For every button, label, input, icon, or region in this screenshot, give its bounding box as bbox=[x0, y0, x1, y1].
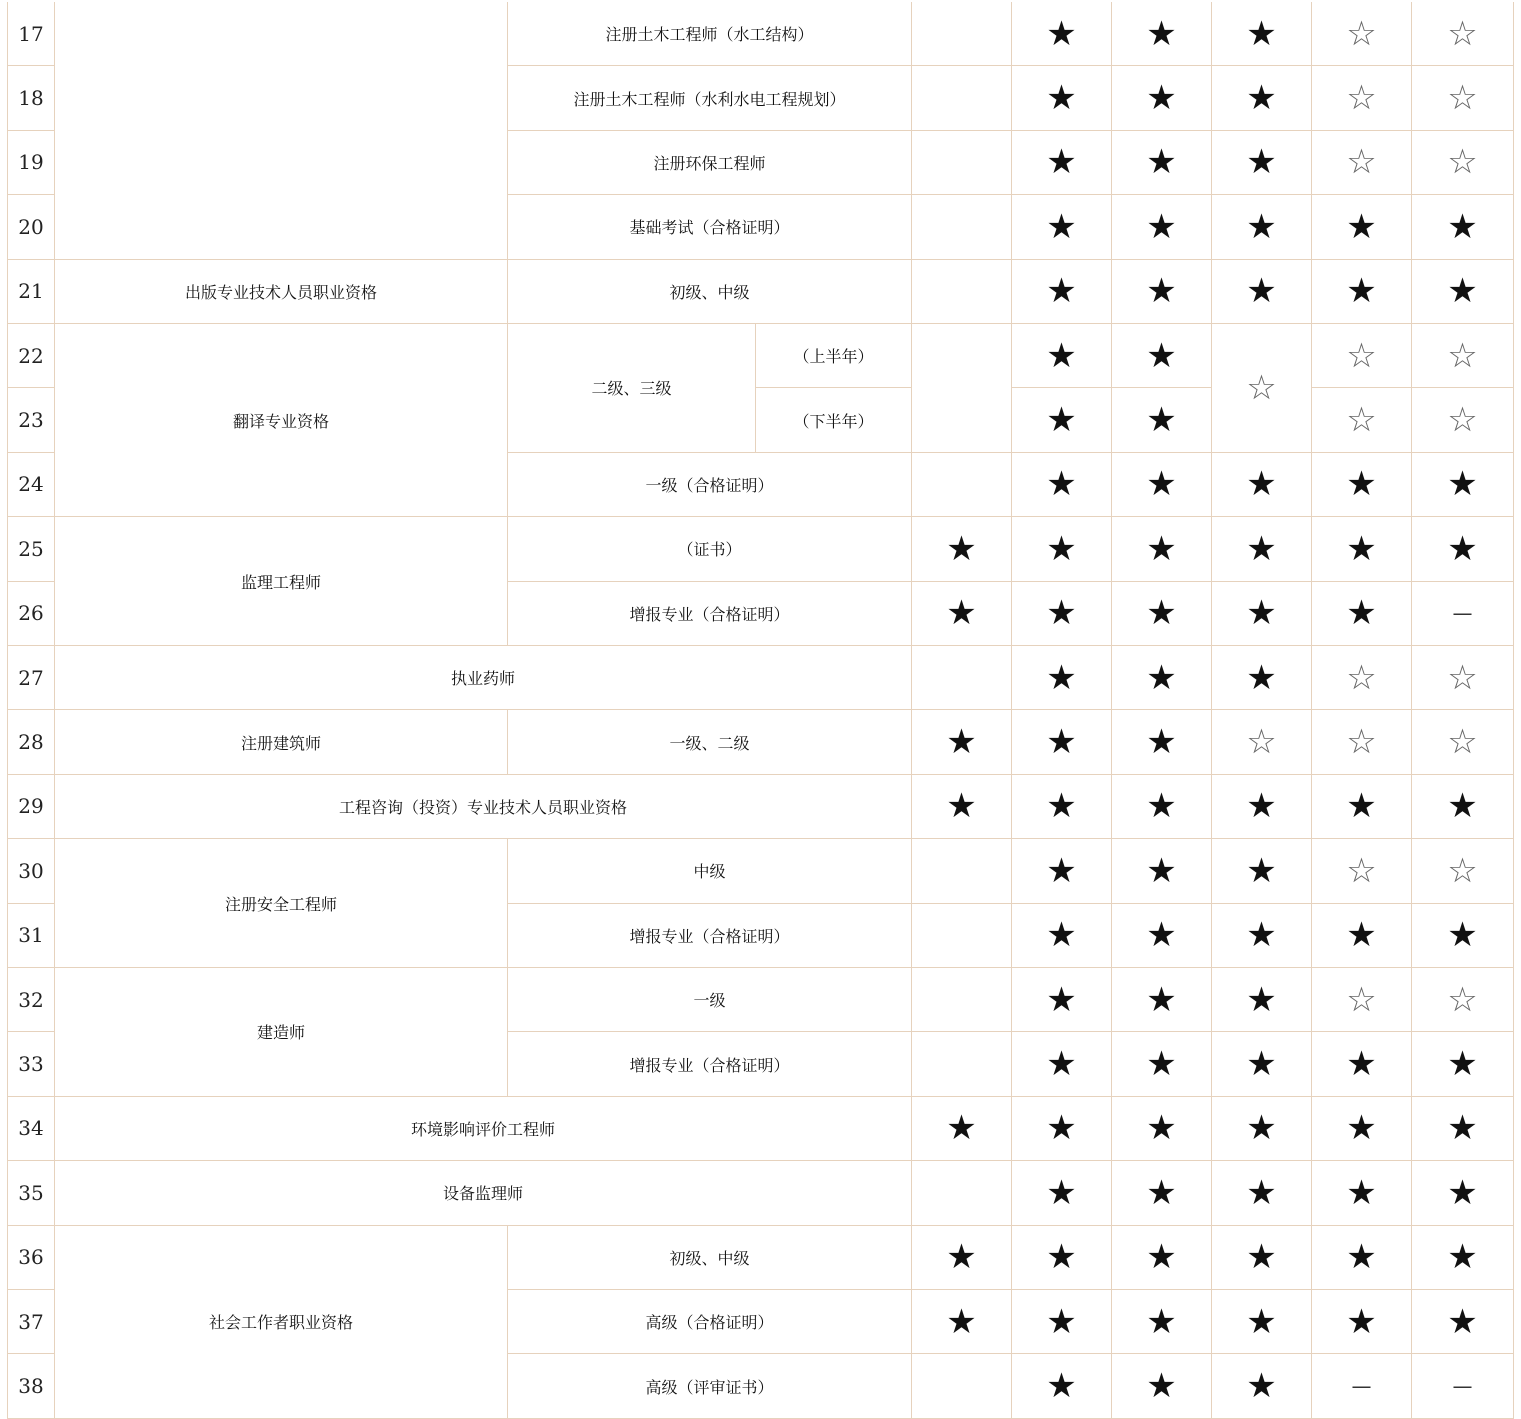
row-number: 18 bbox=[7, 66, 55, 130]
row-number: 30 bbox=[7, 839, 55, 903]
filled-star-icon: ★ bbox=[1212, 839, 1312, 903]
empty-star-icon: ☆ bbox=[1412, 968, 1514, 1032]
filled-star-icon: ★ bbox=[1412, 260, 1514, 324]
sub-item-cell: 增报专业（合格证明） bbox=[508, 1032, 912, 1096]
filled-star-icon: ★ bbox=[912, 1290, 1012, 1354]
empty-star-icon: ☆ bbox=[1412, 2, 1514, 66]
row-number: 29 bbox=[7, 775, 55, 839]
mark-cell bbox=[912, 646, 1012, 710]
row-number: 21 bbox=[7, 260, 55, 324]
filled-star-icon: ★ bbox=[1412, 1226, 1514, 1290]
row-number: 34 bbox=[7, 1097, 55, 1161]
filled-star-icon: ★ bbox=[1112, 195, 1212, 259]
mark-cell bbox=[912, 324, 1012, 453]
empty-star-icon: ☆ bbox=[1412, 646, 1514, 710]
filled-star-icon: ★ bbox=[1212, 2, 1312, 66]
category-cell: 注册建筑师 bbox=[55, 710, 508, 774]
mark-cell bbox=[912, 131, 1012, 195]
filled-star-icon: ★ bbox=[912, 517, 1012, 581]
sub-item-cell: 增报专业（合格证明） bbox=[508, 904, 912, 968]
filled-star-icon: ★ bbox=[1212, 646, 1312, 710]
filled-star-icon: ★ bbox=[1012, 517, 1112, 581]
row-number: 35 bbox=[7, 1161, 55, 1225]
dash-mark: — bbox=[1412, 1354, 1514, 1418]
filled-star-icon: ★ bbox=[1412, 775, 1514, 839]
filled-star-icon: ★ bbox=[1012, 1226, 1112, 1290]
sub-item-cell: 一级、二级 bbox=[508, 710, 912, 774]
filled-star-icon: ★ bbox=[1112, 388, 1212, 452]
empty-star-icon: ☆ bbox=[1412, 324, 1514, 388]
sub-item-cell: （证书） bbox=[508, 517, 912, 581]
filled-star-icon: ★ bbox=[912, 582, 1012, 646]
filled-star-icon: ★ bbox=[1012, 1290, 1112, 1354]
filled-star-icon: ★ bbox=[1012, 131, 1112, 195]
filled-star-icon: ★ bbox=[1112, 2, 1212, 66]
category-cell: 设备监理师 bbox=[55, 1161, 912, 1225]
filled-star-icon: ★ bbox=[1112, 131, 1212, 195]
filled-star-icon: ★ bbox=[1212, 195, 1312, 259]
filled-star-icon: ★ bbox=[1212, 453, 1312, 517]
sub-item-cell: 初级、中级 bbox=[508, 260, 912, 324]
empty-star-icon: ☆ bbox=[1312, 710, 1412, 774]
filled-star-icon: ★ bbox=[1112, 1161, 1212, 1225]
sub-item-cell: 初级、中级 bbox=[508, 1226, 912, 1290]
sub-item-cell: 中级 bbox=[508, 839, 912, 903]
empty-star-icon: ☆ bbox=[1412, 839, 1514, 903]
filled-star-icon: ★ bbox=[1012, 1032, 1112, 1096]
row-number: 19 bbox=[7, 131, 55, 195]
sub-item-cell: 一级 bbox=[508, 968, 912, 1032]
mark-cell bbox=[912, 904, 1012, 968]
filled-star-icon: ★ bbox=[1312, 260, 1412, 324]
filled-star-icon: ★ bbox=[1012, 453, 1112, 517]
filled-star-icon: ★ bbox=[912, 1097, 1012, 1161]
filled-star-icon: ★ bbox=[1112, 839, 1212, 903]
row-number: 22 bbox=[7, 324, 55, 388]
filled-star-icon: ★ bbox=[1012, 324, 1112, 388]
filled-star-icon: ★ bbox=[1212, 260, 1312, 324]
filled-star-icon: ★ bbox=[1412, 904, 1514, 968]
filled-star-icon: ★ bbox=[1012, 710, 1112, 774]
mark-cell bbox=[912, 1032, 1012, 1096]
filled-star-icon: ★ bbox=[1312, 1097, 1412, 1161]
row-number: 31 bbox=[7, 904, 55, 968]
filled-star-icon: ★ bbox=[1212, 1097, 1312, 1161]
filled-star-icon: ★ bbox=[1212, 131, 1312, 195]
filled-star-icon: ★ bbox=[912, 710, 1012, 774]
filled-star-icon: ★ bbox=[1212, 1032, 1312, 1096]
filled-star-icon: ★ bbox=[1312, 1226, 1412, 1290]
category-cell bbox=[55, 2, 508, 260]
filled-star-icon: ★ bbox=[1012, 646, 1112, 710]
filled-star-icon: ★ bbox=[1212, 904, 1312, 968]
mark-cell bbox=[912, 1354, 1012, 1418]
filled-star-icon: ★ bbox=[1212, 66, 1312, 130]
filled-star-icon: ★ bbox=[1012, 2, 1112, 66]
filled-star-icon: ★ bbox=[1012, 839, 1112, 903]
category-cell: 建造师 bbox=[55, 968, 508, 1097]
filled-star-icon: ★ bbox=[1412, 195, 1514, 259]
filled-star-icon: ★ bbox=[1012, 968, 1112, 1032]
filled-star-icon: ★ bbox=[1412, 1032, 1514, 1096]
empty-star-icon: ☆ bbox=[1312, 131, 1412, 195]
filled-star-icon: ★ bbox=[1412, 453, 1514, 517]
filled-star-icon: ★ bbox=[1112, 1032, 1212, 1096]
filled-star-icon: ★ bbox=[1112, 1097, 1212, 1161]
filled-star-icon: ★ bbox=[1212, 1226, 1312, 1290]
sub-item-cell: 一级（合格证明） bbox=[508, 453, 912, 517]
empty-star-icon: ☆ bbox=[1212, 324, 1312, 453]
row-number: 37 bbox=[7, 1290, 55, 1354]
category-cell: 注册安全工程师 bbox=[55, 839, 508, 968]
half-year-cell: （上半年） bbox=[756, 324, 912, 388]
row-number: 28 bbox=[7, 710, 55, 774]
category-cell: 监理工程师 bbox=[55, 517, 508, 646]
filled-star-icon: ★ bbox=[1412, 517, 1514, 581]
filled-star-icon: ★ bbox=[1312, 1290, 1412, 1354]
row-number: 38 bbox=[7, 1354, 55, 1418]
filled-star-icon: ★ bbox=[1112, 453, 1212, 517]
filled-star-icon: ★ bbox=[1112, 968, 1212, 1032]
filled-star-icon: ★ bbox=[1112, 260, 1212, 324]
sub-item-cell: 注册土木工程师（水利水电工程规划） bbox=[508, 66, 912, 130]
filled-star-icon: ★ bbox=[1012, 388, 1112, 452]
empty-star-icon: ☆ bbox=[1412, 710, 1514, 774]
filled-star-icon: ★ bbox=[1112, 517, 1212, 581]
filled-star-icon: ★ bbox=[1212, 968, 1312, 1032]
category-cell: 社会工作者职业资格 bbox=[55, 1226, 508, 1419]
category-cell: 执业药师 bbox=[55, 646, 912, 710]
mark-cell bbox=[912, 839, 1012, 903]
filled-star-icon: ★ bbox=[1412, 1097, 1514, 1161]
empty-star-icon: ☆ bbox=[1412, 131, 1514, 195]
row-number: 20 bbox=[7, 195, 55, 259]
filled-star-icon: ★ bbox=[1112, 66, 1212, 130]
filled-star-icon: ★ bbox=[1312, 1161, 1412, 1225]
sub-item-cell: 高级（评审证书） bbox=[508, 1354, 912, 1418]
filled-star-icon: ★ bbox=[1112, 646, 1212, 710]
sub-item-cell: 增报专业（合格证明） bbox=[508, 582, 912, 646]
filled-star-icon: ★ bbox=[1312, 453, 1412, 517]
filled-star-icon: ★ bbox=[1112, 710, 1212, 774]
filled-star-icon: ★ bbox=[1312, 582, 1412, 646]
empty-star-icon: ☆ bbox=[1312, 324, 1412, 388]
empty-star-icon: ☆ bbox=[1412, 66, 1514, 130]
empty-star-icon: ☆ bbox=[1312, 646, 1412, 710]
filled-star-icon: ★ bbox=[1112, 904, 1212, 968]
filled-star-icon: ★ bbox=[912, 1226, 1012, 1290]
filled-star-icon: ★ bbox=[1212, 582, 1312, 646]
sub-item-cell: 注册土木工程师（水工结构） bbox=[508, 2, 912, 66]
empty-star-icon: ☆ bbox=[1412, 388, 1514, 452]
row-number: 27 bbox=[7, 646, 55, 710]
category-cell: 出版专业技术人员职业资格 bbox=[55, 260, 508, 324]
filled-star-icon: ★ bbox=[1012, 582, 1112, 646]
filled-star-icon: ★ bbox=[1112, 1226, 1212, 1290]
empty-star-icon: ☆ bbox=[1312, 968, 1412, 1032]
filled-star-icon: ★ bbox=[1212, 517, 1312, 581]
row-number: 23 bbox=[7, 388, 55, 452]
row-number: 26 bbox=[7, 582, 55, 646]
row-number: 25 bbox=[7, 517, 55, 581]
row-number: 17 bbox=[7, 2, 55, 66]
dash-mark: — bbox=[1412, 582, 1514, 646]
filled-star-icon: ★ bbox=[1012, 775, 1112, 839]
category-cell: 翻译专业资格 bbox=[55, 324, 508, 517]
filled-star-icon: ★ bbox=[1012, 1161, 1112, 1225]
mark-cell bbox=[912, 260, 1012, 324]
filled-star-icon: ★ bbox=[1012, 195, 1112, 259]
filled-star-icon: ★ bbox=[1312, 195, 1412, 259]
mark-cell bbox=[912, 453, 1012, 517]
dash-mark: — bbox=[1312, 1354, 1412, 1418]
category-cell: 工程咨询（投资）专业技术人员职业资格 bbox=[55, 775, 912, 839]
sub-item-cell: 二级、三级 bbox=[508, 324, 756, 453]
filled-star-icon: ★ bbox=[1312, 904, 1412, 968]
filled-star-icon: ★ bbox=[1312, 517, 1412, 581]
filled-star-icon: ★ bbox=[1012, 904, 1112, 968]
empty-star-icon: ☆ bbox=[1212, 710, 1312, 774]
row-number: 24 bbox=[7, 453, 55, 517]
mark-cell bbox=[912, 2, 1012, 66]
filled-star-icon: ★ bbox=[1212, 1354, 1312, 1418]
filled-star-icon: ★ bbox=[1112, 582, 1212, 646]
mark-cell bbox=[912, 968, 1012, 1032]
filled-star-icon: ★ bbox=[1012, 66, 1112, 130]
filled-star-icon: ★ bbox=[1012, 260, 1112, 324]
filled-star-icon: ★ bbox=[1012, 1354, 1112, 1418]
empty-star-icon: ☆ bbox=[1312, 388, 1412, 452]
filled-star-icon: ★ bbox=[1112, 324, 1212, 388]
half-year-cell: （下半年） bbox=[756, 388, 912, 452]
sub-item-cell: 注册环保工程师 bbox=[508, 131, 912, 195]
filled-star-icon: ★ bbox=[1112, 1354, 1212, 1418]
empty-star-icon: ☆ bbox=[1312, 839, 1412, 903]
filled-star-icon: ★ bbox=[912, 775, 1012, 839]
filled-star-icon: ★ bbox=[1312, 1032, 1412, 1096]
sub-item-cell: 基础考试（合格证明） bbox=[508, 195, 912, 259]
filled-star-icon: ★ bbox=[1412, 1290, 1514, 1354]
filled-star-icon: ★ bbox=[1212, 775, 1312, 839]
row-number: 33 bbox=[7, 1032, 55, 1096]
filled-star-icon: ★ bbox=[1012, 1097, 1112, 1161]
empty-star-icon: ☆ bbox=[1312, 66, 1412, 130]
filled-star-icon: ★ bbox=[1212, 1290, 1312, 1354]
filled-star-icon: ★ bbox=[1412, 1161, 1514, 1225]
sub-item-cell: 高级（合格证明） bbox=[508, 1290, 912, 1354]
mark-cell bbox=[912, 195, 1012, 259]
mark-cell bbox=[912, 1161, 1012, 1225]
row-number: 36 bbox=[7, 1226, 55, 1290]
filled-star-icon: ★ bbox=[1312, 775, 1412, 839]
filled-star-icon: ★ bbox=[1112, 775, 1212, 839]
category-cell: 环境影响评价工程师 bbox=[55, 1097, 912, 1161]
mark-cell bbox=[912, 66, 1012, 130]
empty-star-icon: ☆ bbox=[1312, 2, 1412, 66]
filled-star-icon: ★ bbox=[1112, 1290, 1212, 1354]
filled-star-icon: ★ bbox=[1212, 1161, 1312, 1225]
row-number: 32 bbox=[7, 968, 55, 1032]
